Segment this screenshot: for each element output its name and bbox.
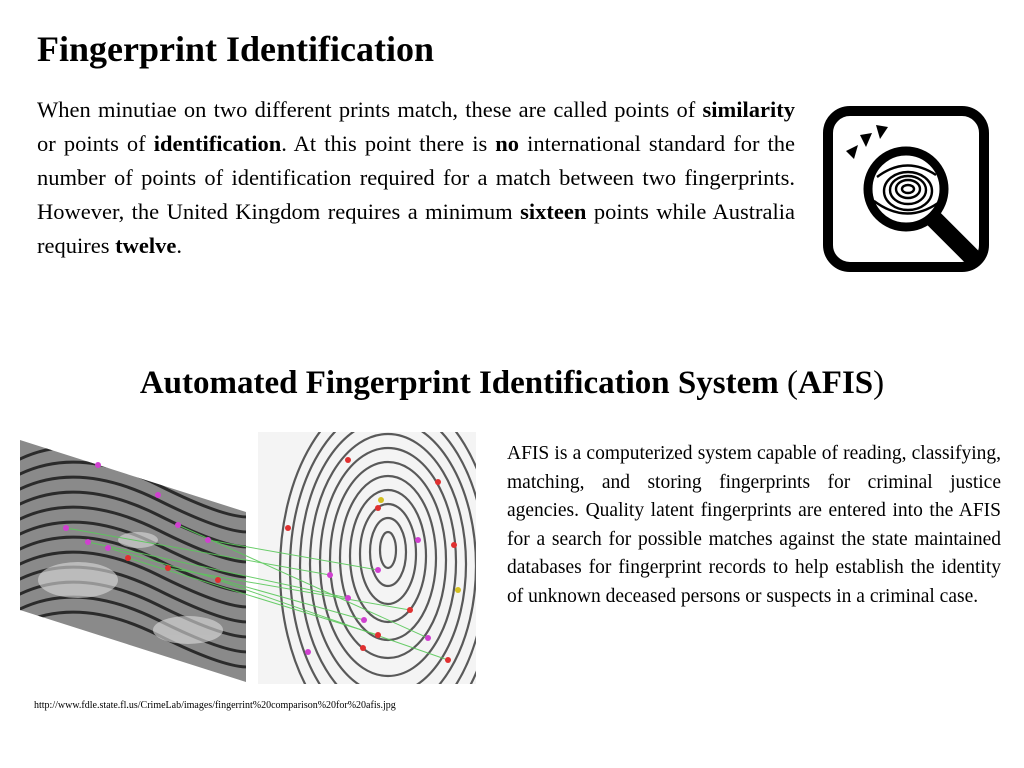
fingerprint-comparison-image [18, 420, 478, 690]
afis-abbr: AFIS [797, 365, 874, 401]
intro-text: When minutiae on two different prints match, these are called points of [37, 97, 703, 122]
afis-heading [0, 365, 1024, 401]
intro-text: or points of [37, 131, 154, 156]
page-title: Fingerprint Identification [37, 29, 434, 69]
latent-print [18, 430, 258, 690]
intro-text: . At this point there is [281, 131, 496, 156]
term-no: no [495, 131, 520, 156]
afis-paren-close: ) [873, 365, 885, 401]
intro-text: points while Australia requires [37, 199, 795, 258]
term-sixteen: sixteen [520, 199, 587, 224]
image-source-link[interactable]: http://www.fdle.state.fl.us/CrimeLab/images/fingerrint%20comparison%20for%20afis.jpg [34, 700, 396, 711]
afis-paren-open: ( [778, 365, 798, 401]
term-similarity: similarity [702, 97, 795, 122]
term-twelve: twelve [115, 233, 177, 258]
intro-text: . [176, 233, 182, 258]
magnifier-fingerprint-icon [822, 105, 990, 273]
afis-description: AFIS is a computerized system capable of reading, classifying, matching, and storing fingerprints for criminal justice agencies. Quality latent fingerprints are entered into the AFIS for a search for possible matches against the state maintained databases for fingerprint records to help establish the identity of unknown deceased persons or suspects in a criminal case. [507, 443, 1001, 607]
intro-paragraph [37, 93, 795, 263]
term-identification: identification [153, 131, 282, 156]
intro-text: international standard for the number of points of identification required for a match between two fingerprints. However, the United Kingdom requires a minimum [37, 131, 795, 224]
afis-heading-main: Automated Fingerprint Identification System [139, 365, 779, 401]
